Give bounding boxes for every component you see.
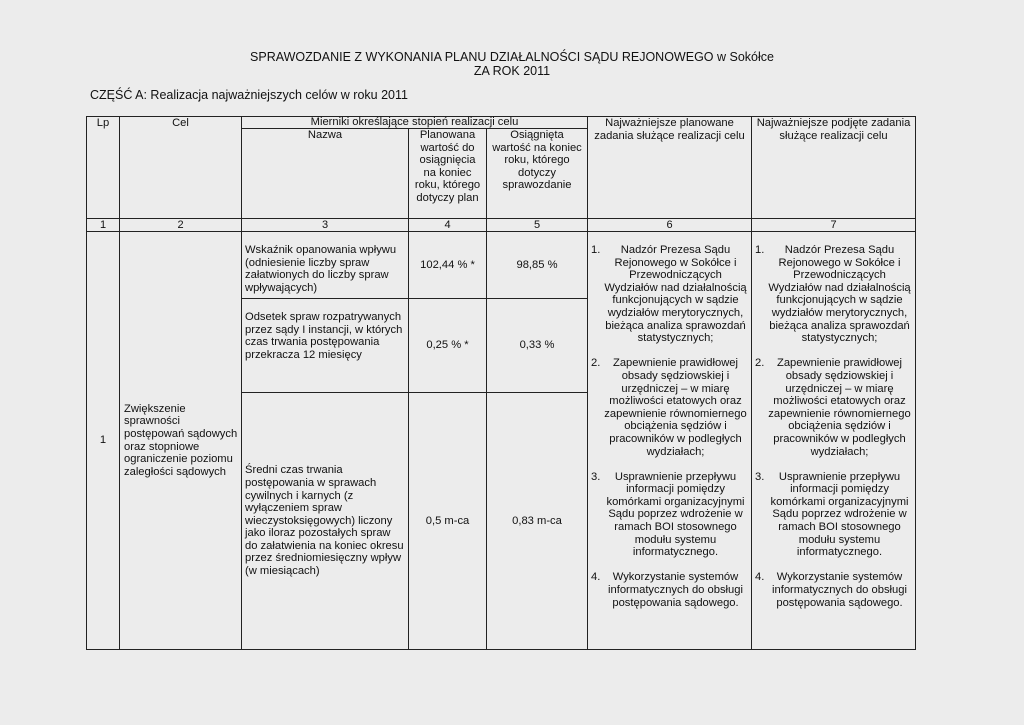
planned-tasks-cell [588,232,752,650]
done-tasks-list [755,244,912,609]
goal-text: Zwiększenie sprawności postępowań sądowych oraz stopniowe ograniczenie poziomu zaległości sądowych [120,232,242,650]
planned-tasks-list [591,244,748,609]
header-nazwa: Nazwa [242,129,409,219]
metric-achieved: 98,85 % [487,232,588,299]
list-item: 3. Usprawnienie przepływu informacji pomiędzy komórkami organizacyjnymi Sądu poprzez wdrożenie w ramach BOI stosownego modułu systemu informatycznego. [591,470,745,559]
list-item: 2. Zapewnienie prawidłowej obsady sędziowskiej i urzędniczej – w miarę możliwości etatowych oraz zapewnienie równomiernego obciążenia sędziów i pracowników w podległych wydziałach; [591,357,747,458]
list-item: 4. Wykorzystanie systemów informatycznych do obsługi postępowania sądowego. [591,571,743,609]
header-zadania-planowane: Najważniejsze planowane zadania służące realizacji celu [588,117,752,219]
row-lp: 1 [87,232,120,650]
header-lp: Lp [87,117,120,219]
column-number: 6 [588,219,752,232]
metric-planned: 102,44 % * [409,232,487,299]
header-osiagnieta: Osiągnięta wartość na koniec roku, którego dotyczy sprawozdanie [487,129,588,219]
column-number: 4 [409,219,487,232]
column-number: 7 [752,219,916,232]
header-zadania-podjete: Najważniejsze podjęte zadania służące realizacji celu [752,117,916,219]
metric-planned: 0,25 % * [409,299,487,393]
report-title: SPRAWOZDANIE Z WYKONANIA PLANU DZIAŁALNOŚCI SĄDU REJONOWEGO w Sokółce [250,50,774,64]
column-number: 1 [87,219,120,232]
list-item: 1. Nadzór Prezesa Sądu Rejonowego w Sokółce i Przewodniczących Wydziałów nad działalnością funkcjonujących w sądzie wydziałów merytorycznych, bieżąca analiza sprawozdań statystycznych; [755,244,911,345]
metric-name: Średni czas trwania postępowania w sprawach cywilnych i karnych (z wyłączeniem spraw wieczystoksięgowych) liczony jako iloraz pozostałych spraw do załatwienia na koniec okresu przez średniomiesięczny wpływ (w miesiącach) [242,393,409,650]
list-item: 3. Usprawnienie przepływu informacji pomiędzy komórkami organizacyjnymi Sądu poprzez wdrożenie w ramach BOI stosownego modułu systemu informatycznego. [755,470,909,559]
part-heading: CZĘŚĆ A: Realizacja najważniejszych celów w roku 2011 [90,88,408,102]
goals-table [86,116,916,650]
list-item: 4. Wykorzystanie systemów informatycznych do obsługi postępowania sądowego. [755,571,907,609]
report-year: ZA ROK 2011 [473,64,551,78]
list-item: 2. Zapewnienie prawidłowej obsady sędziowskiej i urzędniczej – w miarę możliwości etatowych oraz zapewnienie równomiernego obciążenia sędziów i pracowników w podległych wydziałach; [755,357,911,458]
metric-name: Wskaźnik opanowania wpływu (odniesienie liczby spraw załatwionych do liczby spraw wpływających) [242,232,409,299]
metric-name: Odsetek spraw rozpatrywanych przez sądy I instancji, w których czas trwania postępowania przekracza 12 miesięcy [242,299,409,393]
header-mierniki: Mierniki określające stopień realizacji celu [242,117,588,129]
done-tasks-cell [752,232,916,650]
metric-achieved: 0,83 m-ca [487,393,588,650]
metric-achieved: 0,33 % [487,299,588,393]
column-number: 5 [487,219,588,232]
header-planowana: Planowana wartość do osiągnięcia na koniec roku, którego dotyczy plan [409,129,487,219]
column-number: 2 [120,219,242,232]
header-cel: Cel [120,117,242,219]
column-number: 3 [242,219,409,232]
metric-planned: 0,5 m-ca [409,393,487,650]
list-item: 1. Nadzór Prezesa Sądu Rejonowego w Sokółce i Przewodniczących Wydziałów nad działalnością funkcjonujących w sądzie wydziałów merytorycznych, bieżąca analiza sprawozdań statystycznych; [591,244,747,345]
